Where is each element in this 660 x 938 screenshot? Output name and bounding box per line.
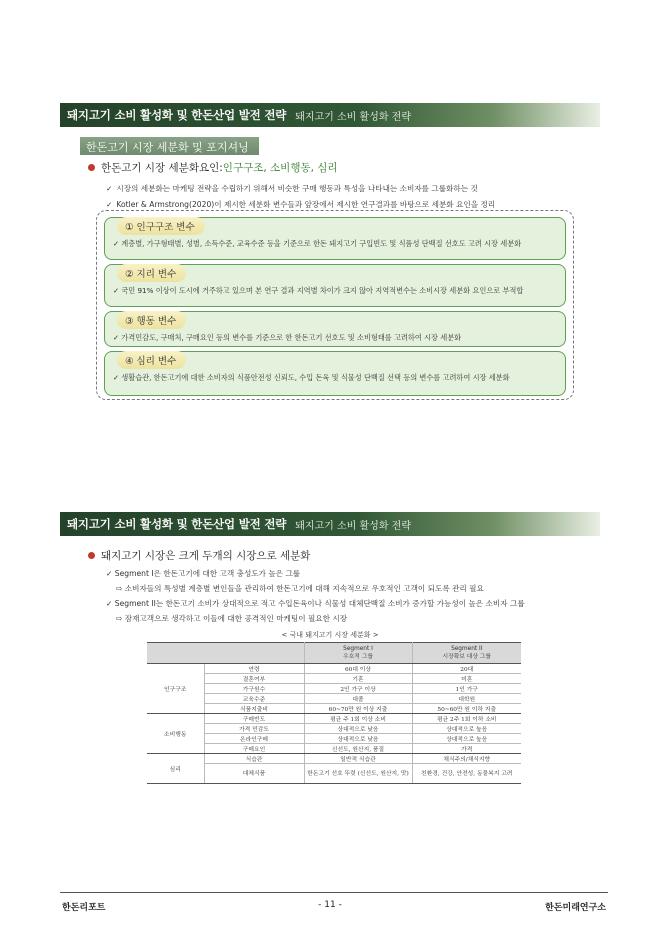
red-bullet-icon — [88, 164, 95, 171]
bullet-highlight: 인구구조, 소비행동, 심리 — [222, 162, 338, 174]
variable-text: ✓ 생활습관, 한돈고기에 대한 소비자의 식품안전성 신뢰도, 수입 돈육 및 식물성 단백질 선택 등의 변수를 고려하여 시장 세분화 — [113, 373, 510, 382]
variable-box-demographic — [104, 217, 566, 260]
variable-title: ① 인구구조 변수 — [117, 217, 205, 235]
table-row: 결혼여부 기혼 미혼 — [147, 674, 521, 684]
variable-box-behavioral — [104, 311, 566, 347]
footer-right: 한돈미래연구소 — [545, 903, 606, 913]
variable-title: ④ 심리 변수 — [117, 351, 186, 369]
segment2-line: ✓ Segment II는 한돈고기 소비가 상대적으로 적고 수입돈육이나 식물성 대체단백질 소비가 증가할 가능성이 높은 소비자 그룹 — [106, 599, 525, 608]
variable-box-psychographic — [104, 351, 566, 396]
check-icon: ✓ — [106, 184, 113, 193]
bullet-prefix: 한돈고기 시장 세분화요인: — [101, 162, 223, 174]
section1-banner — [60, 103, 600, 127]
table-row: 교육수준 대졸 대학원 — [147, 694, 521, 704]
variable-text: ✓ 국민 91% 이상이 도시에 거주하고 있으며 본 연구 결과 지역별 차이가 크지 않아 지역적변수는 소비시장 세분화 요인으로 부적합 — [113, 286, 524, 295]
banner-title: 돼지고기 소비 활성화 및 한돈산업 발전 전략 — [67, 517, 287, 531]
segment2-header: Segment II 시장확보 대상 그룹 — [412, 643, 521, 664]
banner-subtitle: 돼지고기 소비 활성화 전략 — [295, 520, 411, 532]
banner-subtitle: 돼지고기 소비 활성화 전략 — [295, 111, 411, 123]
variable-text: ✓ 계층별, 가구형태별, 성별, 소득수준, 교육수준 등을 기준으로 한돈 돼지고기 구입빈도 및 식품성 단백질 선호도 고려 시장 세분화 — [113, 239, 522, 248]
footer-left: 한돈리포트 — [62, 903, 106, 913]
group-label: 소비행동 — [147, 714, 204, 754]
check-line: ✓ Kotler & Armstrong(2020)이 제시한 세분화 변수들과 앞장에서 제시한 연구결과를 바탕으로 세분화 요인을 정리 — [106, 200, 496, 209]
banner-title: 돼지고기 소비 활성화 및 한돈산업 발전 전략 — [67, 108, 287, 122]
segment1-implication: ⇨ 소비자들의 특성별 계층별 변인들을 관리하여 한돈고기에 대해 지속적으로 우호적인 고객이 되도록 관리 필요 — [116, 584, 484, 593]
table-row: 심리 식습관 일반적 식습관 채식주의/채식지향 — [147, 754, 521, 764]
section-title: 한돈고기 시장 세분화 및 포지셔닝 — [80, 137, 259, 155]
variable-title: ③ 행동 변수 — [117, 311, 186, 329]
bullet-text: 돼지고기 시장은 크게 두개의 시장으로 세분화 — [101, 550, 311, 562]
check-icon: ✓ — [106, 200, 113, 209]
check-line: ✓ 시장의 세분화는 마케팅 전략을 수립하기 위해서 비슷한 구매 행동과 특성을 나타내는 소비자를 그룹화하는 것 — [106, 184, 478, 193]
page-number: - 11 - — [318, 900, 342, 910]
segmentation-table — [147, 642, 521, 784]
table-row: 가격 민감도 상대적으로 낮음 상대적으로 높음 — [147, 724, 521, 734]
footer-divider — [60, 892, 608, 893]
variable-text: ✓ 가격민감도, 구매처, 구매요인 등의 변수를 기준으로 한 한돈고기 선호도 및 소비형태를 고려하여 시장 세분화 — [113, 333, 462, 342]
table-row: 온라인구매 상대적으로 낮음 상대적으로 높음 — [147, 734, 521, 744]
table-row: 소비행동 구매빈도 평균 주 1회 이상 소비 평균 2주 1회 이하 소비 — [147, 714, 521, 724]
variable-box-geographic — [104, 264, 566, 307]
table-row: 인구구조 연령 60대 이상 20대 — [147, 664, 521, 674]
table-row: 구매요인 신선도, 원산지, 품질 가격 — [147, 744, 521, 754]
red-bullet-icon — [88, 552, 95, 559]
segmentation-factors-bullet — [88, 160, 338, 175]
variable-title: ② 지리 변수 — [117, 264, 186, 282]
table-caption: < 국내 돼지고기 시장 세분화 > — [281, 631, 379, 639]
segment2-implication: ⇨ 잠재고객으로 생각하고 이들에 대한 공격적인 마케팅이 필요한 시장 — [116, 614, 348, 623]
group-label: 인구구조 — [147, 664, 204, 714]
table-row: 대체식품 한돈고기 선호 뚜렷 (신선도, 원산지, 맛) 친환경, 건강, 안전성, 동물복지 고려 — [147, 764, 521, 784]
table-row: 식품지출비 60~70만 원 이상 지출 50~60만 원 이하 지출 — [147, 704, 521, 714]
table-row: 가구원수 2인 가구 이상 1인 가구 — [147, 684, 521, 694]
segment1-line: ✓ Segment I은 한돈고기에 대한 고객 충성도가 높은 그룹 — [106, 569, 301, 578]
market-two-segments-bullet — [88, 548, 310, 563]
table-header-row — [147, 643, 521, 664]
group-label: 심리 — [147, 754, 204, 784]
section2-banner — [60, 512, 600, 536]
segment1-header: Segment I 우호적 그룹 — [304, 643, 412, 664]
